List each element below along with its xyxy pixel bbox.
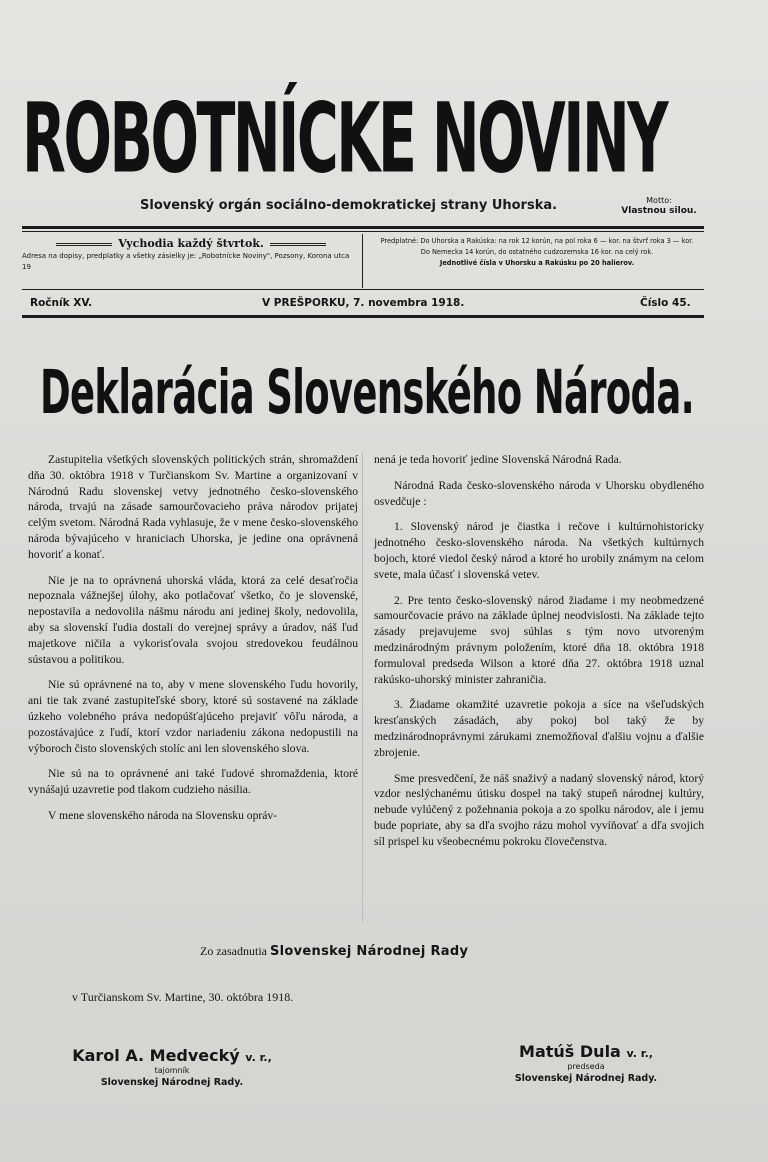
headline — [40, 356, 700, 428]
signature-chairman — [486, 1042, 686, 1085]
info-right — [372, 236, 702, 269]
motto — [604, 196, 714, 216]
info-divider — [362, 234, 363, 288]
signature-vr: v. r., — [626, 1047, 653, 1060]
place-date: V PREŠPORKU, 7. novembra 1918. — [262, 297, 465, 309]
signature-secretary — [62, 1046, 282, 1089]
right-column — [374, 452, 704, 860]
ratification-line — [200, 944, 600, 959]
dateline-rule-bottom — [22, 315, 704, 318]
paragraph: nená je teda hovoriť jedine Slovenská Národná Rada. — [374, 453, 622, 466]
paragraph: Nie sú oprávnené na to, aby v mene slovenského ľudu hovorily, ani tie tak zvané zastupiteľské sbory, ktoré sú sostavené na základe úzkeho volebného práva nedopúšťajúceho prejaviť vôľu národa, a pozostávajúce z ľudí, ktorí vzdor nariadeniu zákona nedopustili na výboroch čisto slovenských stolíc ani len slovenského slova. — [28, 678, 358, 755]
paragraph: Nie je na to oprávnená uhorská vláda, ktorá za celé desaťročia nepoznala vážnejšej úlohy, ako potlačovať všetko, čo je slovenské, nepostavila a nedovolila nášmu národu ani jedinej školy, nedovolila, aby sa slovenskí ľudia dostali do verejnej správy a úradov, náš ľud majetkove ničila a vykorisťovala svojou stredovekou feudálnou sústavou a politikou. — [28, 573, 358, 666]
paragraph: Nie sú na to oprávnené ani také ľudové shromaždenia, ktoré vynášajú uzavretie pod tlakom cudzieho násilia. — [28, 767, 358, 797]
signature-org: Slovenskej Národnej Rady. — [100, 1077, 244, 1088]
ratified-body: Slovenskej Národnej Rady — [269, 944, 469, 959]
motto-label: Motto: — [646, 196, 672, 205]
signature-name — [486, 1042, 686, 1061]
signature-vr: v. r., — [245, 1051, 272, 1064]
masthead-subtitle: Slovenský orgán sociálno-demokratickej strany Uhorska. — [140, 198, 558, 213]
address-text: Adresa na dopisy, predplatky a všetky zásielky je: „Robotnícke Noviny", Pozsony, Korona utca 19 — [22, 252, 350, 271]
paragraph: 1. Slovenský národ je čiastka i rečove i kultúrnohistoricky jednotného česko-slovenského národa. Na všetkých kultúrnych bojoch, ktoré viedol český národ a ktoré ho urobily známym na celom svete, mala účasť i slovenská vetev. — [374, 520, 704, 581]
signature-role: tajomník — [154, 1066, 190, 1075]
paragraph: Národná Rada česko-slovenského národa v Uhorsku obydleného osvedčuje : — [374, 478, 704, 508]
header-rule-top — [22, 226, 704, 229]
subscription-line-1: Predplatné: Do Uhorska a Rakúska: na rok 12 korún, na pol roka 6 — kor. na štvrť roka 3 — kor. — [380, 237, 694, 245]
headline-text: Deklarácia Slovenského Národa. — [40, 358, 694, 428]
header-rule-top-thin — [22, 231, 704, 232]
subscription-line-2: Do Nemecka 14 korún, do ostatného cudzozemska 16 kor. na celý rok. — [420, 248, 654, 256]
dateline-rule-top — [22, 289, 704, 290]
paragraph: Zastupitelia všetkých slovenských politických strán, shromaždení dňa 30. októbra 1918 v Turčianskom Sv. Martine a organizovaní v Národnú Radu slovenskej vetvy jednotného česko-slovenského národa, trvajú na zásade samourčovacieho práva národov prijatej celým svetom. Národná Rada vyhlasuje, že v mene česko-slovenského národa bývajúceho v hraniciach Uhorska, je jedine ona oprávnená hovoriť a konať. — [28, 453, 358, 561]
subscription-line-3: Jednotlivé čísla v Uhorsku a Rakúsku po 20 halierov. — [439, 259, 635, 267]
motto-text: Vlastnou silou. — [621, 206, 697, 216]
ratified-prefix: Zo zasadnutia — [200, 944, 267, 958]
signature-org: Slovenskej Národnej Rady. — [514, 1073, 658, 1084]
left-column — [28, 452, 358, 834]
paragraph: V mene slovenského národa na Slovensku opráv- — [48, 808, 278, 822]
masthead-title: ROBOTNÍCKE NOVINY — [22, 82, 667, 193]
signature-role: predseda — [567, 1062, 605, 1071]
paragraph: 2. Pre tento česko-slovenský národ žiadame i my neobmedzené samourčovacie právo na základe úplnej neodvislosti. Na základe tejto zásady prejavujeme svoj súhlas s tým novo utvoreným medzinárodným právnym položením, ktoré dňa 18. októbra 1918 formuloval predseda Wilson a ktoré dňa 27. októbra 1918 uznal rakúsko-uhorský minister zahraničia. — [374, 593, 704, 686]
info-left — [22, 238, 360, 273]
column-divider — [362, 452, 363, 922]
signature-name — [62, 1046, 282, 1065]
signature-name-text: Karol A. Medvecký — [72, 1046, 240, 1065]
masthead — [22, 78, 712, 193]
paragraph: Sme presvedčení, že náš snaživý a nadaný slovenský národ, ktorý vzdor neslýchanému útisku dospel na taký stupeň národnej kultúry, nebude vylúčený z požehnania pokoja a zo spolku národov, ale i jemu bude popriate, aby sa dľa svojho rázu mohol vyvíňovať a dľa svojich síl prispel ku všeobecnému pokroku človečenstva. — [374, 771, 704, 848]
volume-number: Ročník XV. — [30, 297, 93, 309]
signature-name-text: Matúš Dula — [519, 1042, 621, 1061]
publication-schedule: Vychodia každý štvrtok. — [22, 238, 360, 249]
paragraph: 3. Žiadame okamžité uzavretie pokoja a síce na všeľudských kresťanských zásadách, aby pokoj bol taký že by medzinárodnoprávnymi zárukami znemožňoval ďalšiu vojnu a ďalšie zbrojenie. — [374, 698, 704, 759]
signing-place-date: v Turčianskom Sv. Martine, 30. októbra 1918. — [72, 990, 294, 1004]
issue-number: Číslo 45. — [640, 297, 691, 309]
